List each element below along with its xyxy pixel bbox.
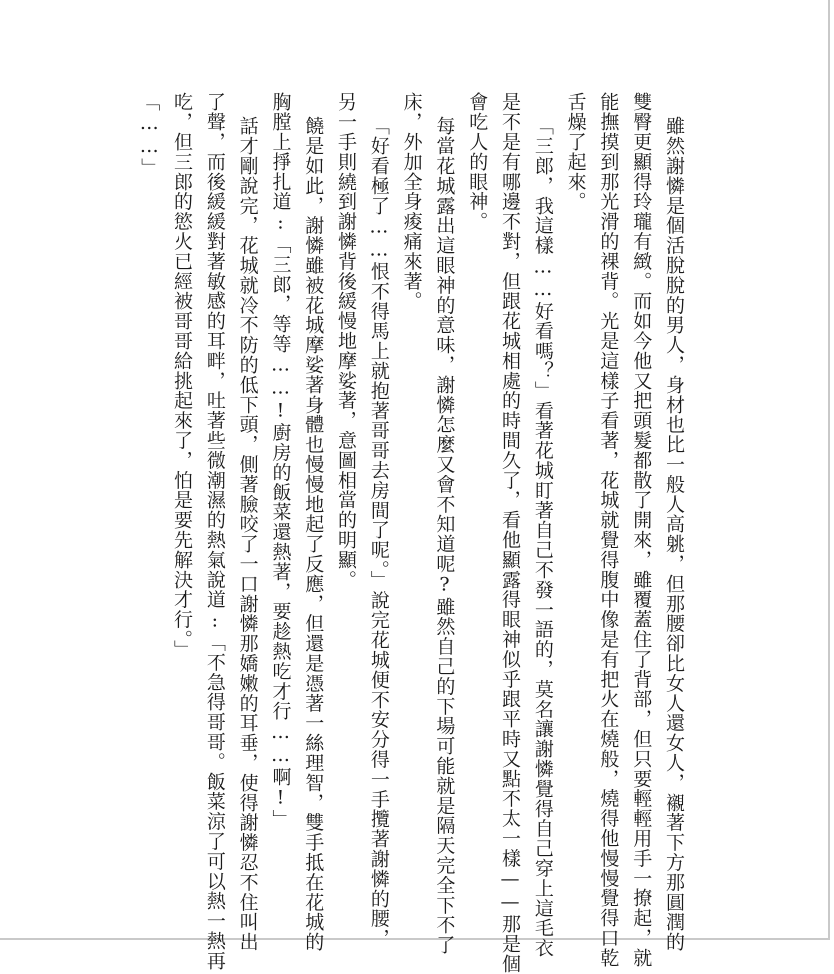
text-line: 會吃人的眼神。 <box>466 92 489 232</box>
text-line: 胸膛上掙扎道:「三郎，等等……!廚房的飯菜還熱著，要趁熱吃才行……啊!」 <box>269 92 292 830</box>
text-line: 床，外加全身痠痛來著。 <box>400 92 423 311</box>
text-line: 了聲，而後緩緩對著敏感的耳畔，吐著些微潮濕的熱氣說道:「不急得哥哥。飯菜涼了可以熱一熱再 <box>203 92 226 971</box>
paragraph-6 <box>165 92 263 971</box>
text-line: 雖然謝憐是個活脫脫的男人，身材也比一般人高䠷，但那腰卻比女人還女人，襯著下方那圓潤的 <box>663 116 685 952</box>
text-line: 另一手則繞到謝憐背後緩慢地摩娑著，意圖相當的明顯。 <box>335 92 358 590</box>
text-line: 饒是如此，謝憐雖被花城摩娑著身體也慢慢地起了反應，但還是憑著一絲理智，雙手抵在花城的 <box>302 116 325 952</box>
text-line: 舌燥了起來。 <box>564 92 587 212</box>
text-line: 是不是有哪邊不對，但跟花城相處的時間久了，看他顯露得眼神似乎跟平時又點不太一樣——那是個 <box>499 92 522 974</box>
text-line: 「好看極了……恨不得馬上就抱著哥哥去房間了呢。」說完花城便不安分得一手攬著謝憐的腰， <box>367 116 390 949</box>
text-line: 吃，但三郎的慾火已經被哥哥給挑起來了，怕是要先解決才行。」 <box>171 92 194 660</box>
paragraph-5 <box>264 92 330 952</box>
paragraph-7 <box>132 92 165 922</box>
text-line: 「……」 <box>138 92 161 178</box>
text-line: 話才剛說完，花城就冷不防的低下頭，側著臉咬了一口謝憐那嬌嫩的耳垂，使得謝憐忍不住叫出 <box>236 116 259 952</box>
text-line: 「三郎，我這樣……好看嗎？」看著花城盯著自己不發一語的，莫名讓謝憐覺得自己穿上這毛衣 <box>531 116 554 958</box>
text-line: 雙臀更顯得玲瓏有緻。而如今他又把頭髮都散了開來，雖覆蓋住了背部，但只要輕輕用手一撩起，就 <box>630 92 653 968</box>
paragraph-2 <box>460 92 558 974</box>
paragraph-1 <box>559 92 690 968</box>
paragraph-3 <box>395 92 461 955</box>
vertical-text-body <box>90 92 690 974</box>
text-line: 能撫摸到那光滑的裸背。光是這樣子看著，花城就覺得腹中像是有把火在燒般，燒得他慢慢覺得口乾 <box>597 92 620 968</box>
paragraph-4 <box>329 92 395 949</box>
text-line: 每當花城露出這眼神的意味，謝憐怎麼又會不知道呢?雖然自己的下場可能就是隔天完全下不了 <box>433 116 456 955</box>
